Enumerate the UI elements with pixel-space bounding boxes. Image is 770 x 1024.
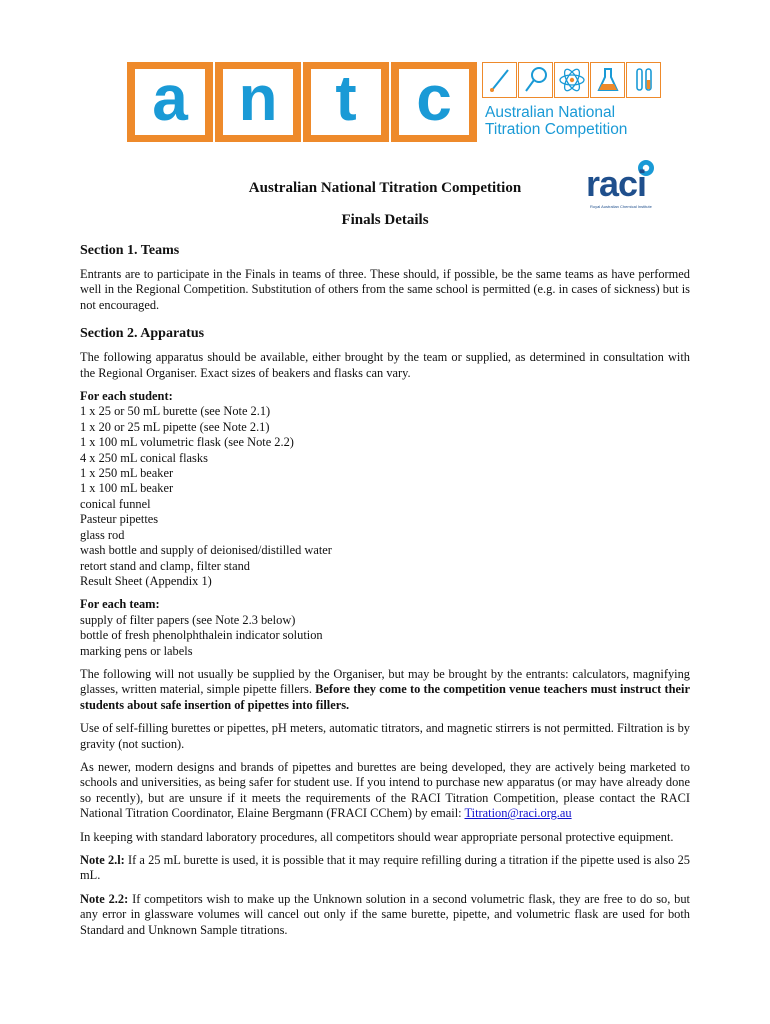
organiser-paragraph xyxy=(80,667,690,713)
list-item: supply of filter papers (see Note 2.3 below) xyxy=(80,612,296,627)
list-item: 1 x 20 or 25 mL pipette (see Note 2.1) xyxy=(80,419,270,434)
list-item: 1 x 100 mL beaker xyxy=(80,481,174,496)
logo-name-line2: Titration Competition xyxy=(485,121,628,138)
note-2-1-text: If a 25 mL burette is used, it is possible that it may require refilling during a titration if the pipette used is also 25 mL. xyxy=(80,853,690,883)
logo-tile-a xyxy=(127,62,213,142)
raci-wordmark: raci xyxy=(586,163,647,204)
antc-letter-tiles xyxy=(127,62,479,142)
flask-icon xyxy=(590,62,625,98)
list-item: glass rod xyxy=(80,527,125,542)
logo-tile-t xyxy=(303,62,389,142)
note-2-2-label: Note 2.2: xyxy=(80,891,129,906)
logo-icon-strip xyxy=(482,62,662,100)
note-2-2 xyxy=(80,892,690,938)
logo-letter-t: t xyxy=(335,62,357,134)
list-item: marking pens or labels xyxy=(80,643,193,658)
student-apparatus-list xyxy=(80,389,690,589)
logo-name-line1: Australian National xyxy=(485,104,616,121)
list-item: Result Sheet (Appendix 1) xyxy=(80,573,212,588)
logo-tile-n xyxy=(215,62,301,142)
section1-heading: Section 1. Teams xyxy=(80,243,180,258)
test-tube-icon xyxy=(626,62,661,98)
antc-logo xyxy=(127,62,663,142)
team-apparatus-list xyxy=(80,597,690,659)
list-item: retort stand and clamp, filter stand xyxy=(80,558,250,573)
section1-body: Entrants are to participate in the Finals in teams of three. These should, if possible, be the same teams as have performed well in the Regional Competition. Substitution of others from the same school is permitted (e.g. in cases of sickness) but is not encouraged. xyxy=(80,267,690,312)
note-2-1 xyxy=(80,853,690,884)
note-2-2-text: If competitors wish to make up the Unknown solution in a second volumetric flask, they are free to do so, but any error in glassware volumes will cancel out only if the same burette, pipette, and volumetric flask are used for both Standard and Unknown Sample titrations. xyxy=(80,891,690,937)
logo-letter-a: a xyxy=(152,62,188,134)
logo-tile-c xyxy=(391,62,477,142)
document-title: Australian National Titration Competition xyxy=(248,180,522,196)
organiser-text: The following will not usually be supplied by the Organiser, but may be brought by the entrants: calculators, magnifying glasses, written material, simple pipette fillers. xyxy=(80,666,690,697)
email-link[interactable]: Titration@raci.org.au xyxy=(464,806,572,821)
document-body xyxy=(80,242,690,946)
list-item: Pasteur pipettes xyxy=(80,512,159,527)
atom-icon xyxy=(554,62,589,98)
document-subtitle: Finals Details xyxy=(341,212,429,228)
note-2-1-label: Note 2.l: xyxy=(80,853,125,867)
ppe-paragraph: In keeping with standard laboratory procedures, all competitors should wear appropriate personal protective equipment. xyxy=(80,829,674,844)
pipette-icon xyxy=(518,62,553,98)
new-apparatus-paragraph xyxy=(80,760,690,822)
list-item: wash bottle and supply of deionised/distilled water xyxy=(80,543,332,558)
logo-competition-name xyxy=(485,104,627,138)
section2-intro: The following apparatus should be available, either brought by the team or supplied, as determined in consultation with the Regional Organiser. Exact sizes of beakers and flasks can vary. xyxy=(80,350,690,380)
list-item: 1 x 25 or 50 mL burette (see Note 2.1) xyxy=(80,404,271,419)
organiser-warning: Before they come to the competition venue teachers must instruct their students about safe insertion of pipettes into fillers. xyxy=(80,682,690,712)
list-item: conical funnel xyxy=(80,496,151,511)
self-filling-paragraph: Use of self-filling burettes or pipettes, pH meters, automatic titrators, and magnetic stirrers is not permitted. Filtration is by gravity (not suction). xyxy=(80,721,690,751)
logo-letter-c: c xyxy=(416,62,452,134)
student-list-heading: For each student: xyxy=(80,389,173,404)
raci-tagline: Royal Australian Chemical Institute xyxy=(590,204,652,209)
list-item: 4 x 250 mL conical flasks xyxy=(80,450,208,465)
list-item: 1 x 100 mL volumetric flask (see Note 2.2) xyxy=(80,435,294,450)
burette-icon xyxy=(482,62,517,98)
logo-letter-n: n xyxy=(238,62,278,134)
list-item: 1 x 250 mL beaker xyxy=(80,466,174,481)
new-apparatus-text: As newer, modern designs and brands of pipettes and burettes are being developed, they are actively being marketed to schools and universities, as being safer for student use. If you intend to purchase new apparatus (or may have already done so recently), but are unsure if it meets the requirements of the RACI Titration Competition, please contact the RACI National Titration Coordinator, Elaine Bergmann (FRACI CChem) by email: xyxy=(80,759,690,821)
list-item: bottle of fresh phenolphthalein indicator solution xyxy=(80,628,323,643)
team-list-heading: For each team: xyxy=(80,597,160,612)
section2-heading: Section 2. Apparatus xyxy=(80,326,205,342)
